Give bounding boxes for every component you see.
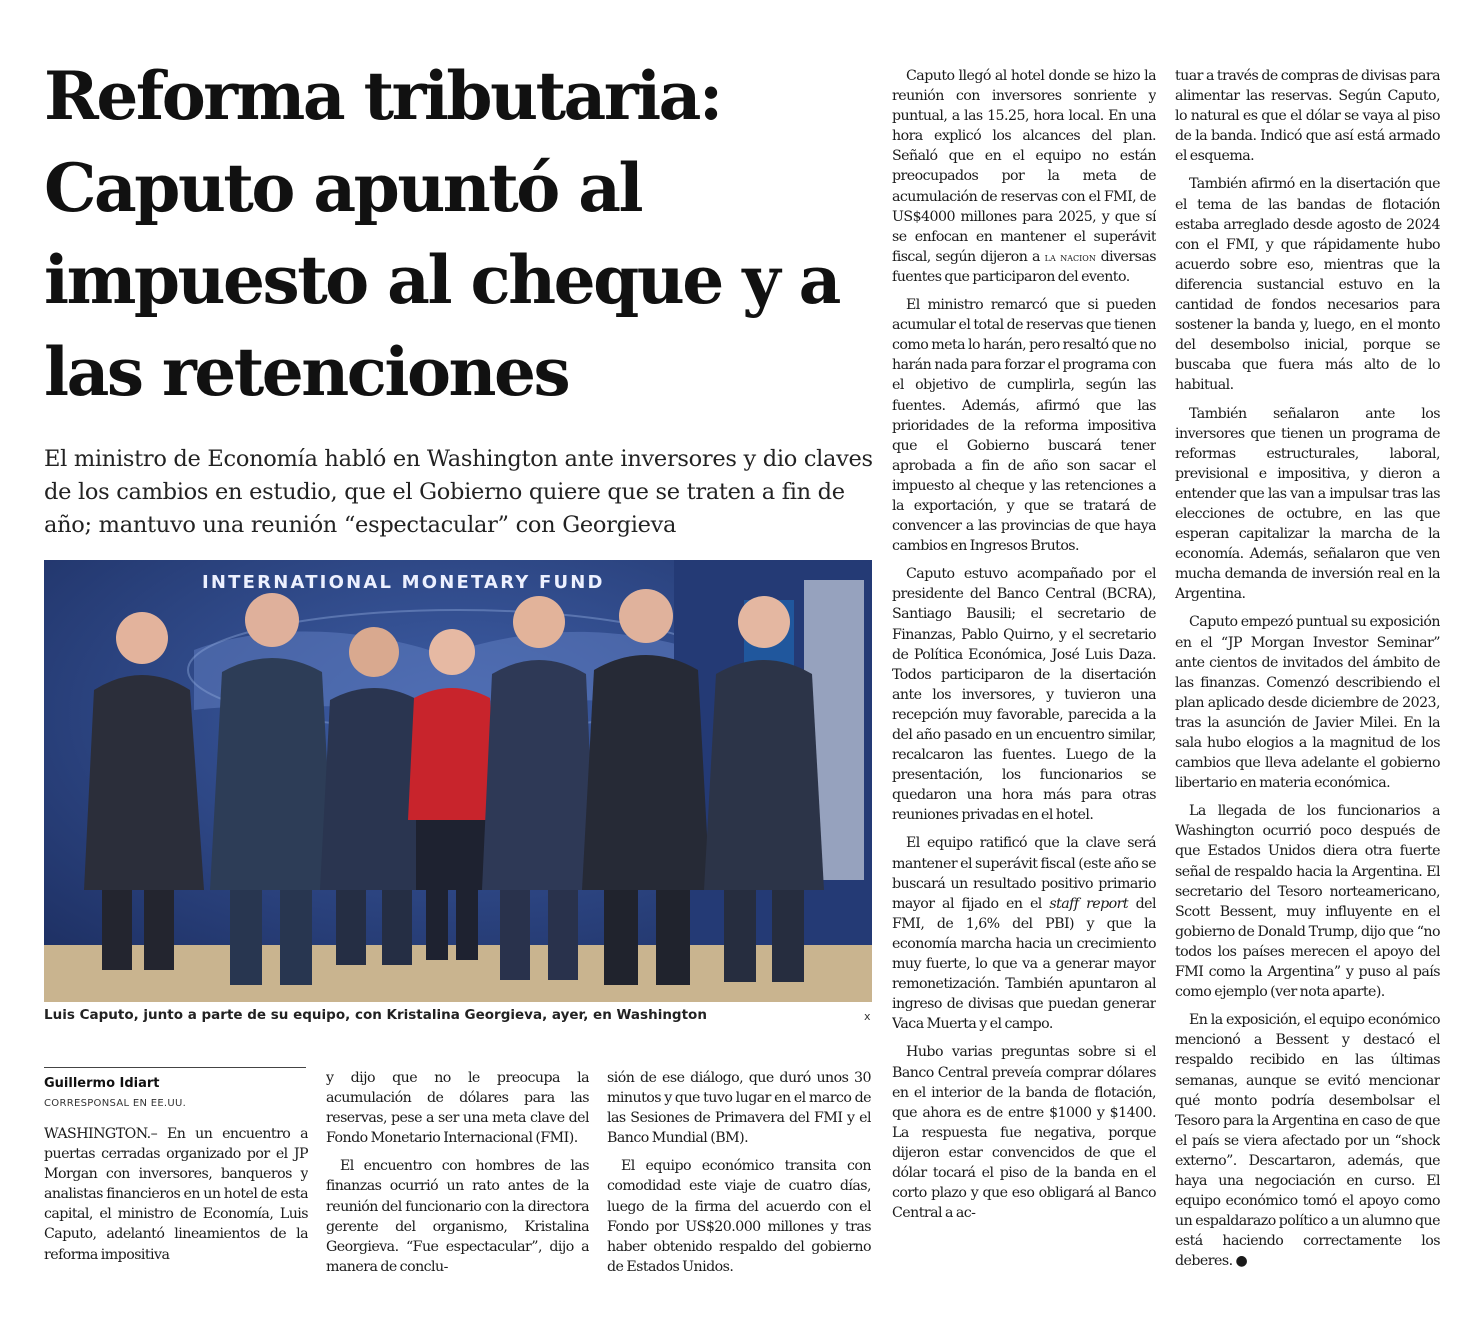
paragraph: El ministro remarcó que si pueden acumular el total de reservas que tienen como meta lo harán, pero resaltó que no harán nada para forzar el programa con el objetivo de cumplirla, según las fuentes. Además, afirmó que las prioridades de la reforma impositiva que el Gobierno buscará tener aprobada a fin de año son sacar el impuesto al cheque y las retenciones a la exportación, y que se tratará de convencer a las provincias de que haya cambios en Ingresos Brutos. bbox=[892, 297, 1156, 555]
byline-rule bbox=[44, 1067, 306, 1068]
article-column-4 bbox=[892, 66, 1156, 1306]
byline-role: CORRESPONSAL EN EE.UU. bbox=[44, 1098, 187, 1109]
article-column-1 bbox=[44, 1124, 308, 1304]
subheadline: El ministro de Economía habló en Washington ante inversores y dio claves de los cambios en estudio, que el Gobierno quiere que se traten a fin de año; mantuvo una reunión “espectacular” con Georgieva bbox=[44, 446, 873, 538]
paragraph: El equipo ratificó que la clave será mantener el superávit fiscal (este año se buscará un resultado positivo primario mayor al fijado en el staff report del FMI, de 1,6% del PBI) y que la economía marcha hacia un crecimiento muy fuerte, lo que va a generar mayor remonetización. También apuntaron al ingreso de divisas que puedan generar Vaca Muerta y el campo. bbox=[892, 835, 1156, 1033]
photo-caption: Luis Caputo, junto a parte de su equipo, con Kristalina Georgieva, ayer, en Washington bbox=[44, 1007, 707, 1023]
article-column-5 bbox=[1175, 66, 1440, 1306]
paragraph: sión de ese diálogo, que duró unos 30 minutos y que tuvo lugar en el marco de las Sesiones de Primavera del FMI y el Banco Mundial (BM). bbox=[607, 1070, 871, 1147]
paragraph: Hubo varias preguntas sobre si el Banco Central preveía comprar dólares en el interior de la banda de flotación, que ahora es de entre $1000 y $1400. La respuesta fue negativa, porque dijeron estar convencidos de que el dólar tocará el piso de la banda en el corto plazo y que eso obligará al Banco Central a ac- bbox=[892, 1044, 1156, 1222]
article-photo bbox=[44, 560, 872, 1002]
paragraph: tuar a través de compras de divisas para alimentar las reservas. Según Caputo, lo natural es que el dólar se vaya al piso de la banda. Indicó que así está armado el esquema. bbox=[1175, 68, 1440, 165]
photo-credit: x bbox=[864, 1010, 871, 1023]
imf-group-photo bbox=[44, 560, 872, 1002]
byline-author: Guillermo Idiart bbox=[44, 1076, 160, 1091]
paragraph: Caputo llegó al hotel donde se hizo la reunión con inversores sonriente y puntual, a las 15.25, hora local. En una hora explicó los alcances del plan. Señaló que en el equipo no están preocupados por la meta de acumulación de reservas con el FMI, de US$4000 millones para 2025, y que sí se enfocan en mantener el superávit fiscal, según dijeron a la nacion diversas fuentes que participaron del evento. bbox=[892, 68, 1156, 285]
imf-banner: INTERNATIONAL MONETARY FUND bbox=[202, 572, 605, 593]
paragraph: Caputo empezó puntual su exposición en el “JP Morgan Investor Seminar” ante cientos de invitados del ámbito de las finanzas. Comenzó describiendo el plan aplicado desde diciembre de 2023, tras la asunción de Javier Milei. En la sala hubo elogios a la magnitud de los cambios que lleva adelante el gobierno libertario en materia económica. bbox=[1175, 614, 1440, 792]
paragraph: Caputo estuvo acompañado por el presidente del Banco Central (BCRA), Santiago Bausili; el secretario de Finanzas, Pablo Quirno, y el secretario de Política Económica, José Luis Daza. Todos participaron de la disertación ante los inversores, y tuvieron una recepción muy favorable, parecida a la del año pasado en un encuentro similar, recalcaron las fuentes. Luego de la presentación, los funcionarios se quedaron una hora más para otras reuniones privadas en el hotel. bbox=[892, 566, 1156, 824]
staff-report-term: staff report bbox=[1049, 895, 1129, 912]
paragraph: y dijo que no le preocupa la acumulación de dólares para las reservas, pese a ser una meta clave del Fondo Monetario Internacional (FMI). bbox=[326, 1070, 589, 1147]
article-column-2 bbox=[326, 1068, 589, 1304]
paragraph: En la exposición, el equipo económico mencionó a Bessent y destacó el respaldo recibido en las últimas semanas, aunque se evitó mencionar qué monto podría desembolsar el Tesoro para la Argentina en caso de que el país se viera afectado por un “shock externo”. Descartaron, además, que haya una negociación en curso. El equipo económico tomó el apoyo como un espaldarazo político a un alumno que está haciendo correctamente los deberes. ● bbox=[1175, 1012, 1440, 1270]
end-mark: ● bbox=[1235, 1253, 1248, 1270]
paragraph: El encuentro con hombres de las finanzas ocurrió un rato antes de la reunión del funcionario con la directora gerente del organismo, Kristalina Georgieva. “Fue espectacular”, dijo a manera de conclu- bbox=[326, 1158, 589, 1275]
paragraph: También afirmó en la disertación que el tema de las bandas de flotación estaba arreglado desde agosto de 2024 con el FMI, y que rápidamente hubo acuerdo sobre eso, mientras que la diferencia sustancial estuvo en la cantidad de fondos necesarios para sostener la banda y, luego, en el monto del desembolso inicial, porque se buscaba que fuera más alto de lo habitual. bbox=[1175, 176, 1440, 394]
paragraph: La llegada de los funcionarios a Washington ocurrió poco después de que Estados Unidos diera otra fuerte señal de respaldo hacia la Argentina. El secretario del Tesoro norteamericano, Scott Bessent, muy influyente en el gobierno de Donald Trump, dijo que “no todos los países merecen el apoyo del FMI como la Argentina” y puso al país como ejemplo (ver nota aparte). bbox=[1175, 803, 1440, 1001]
article-column-3 bbox=[607, 1068, 871, 1304]
headline: Reforma tributaria: Caputo apuntó al impuesto al cheque y a las retenciones bbox=[44, 57, 839, 411]
la-nacion-mention: la nacion bbox=[1044, 249, 1096, 264]
paragraph: El equipo económico transita con comodidad este viaje de cuatro días, luego de la firma del acuerdo con el Fondo por US$20.000 millones y tras haber obtenido respaldo del gobierno de Estados Unidos. bbox=[607, 1158, 871, 1275]
paragraph: También señalaron ante los inversores que tienen un programa de reformas estructurales, laboral, previsional e impositiva, y dieron a entender que las van a impulsar tras las elecciones de octubre, en las que esperan capitalizar la marcha de la economía. Además, señalaron que ven mucha demanda de inversión real en la Argentina. bbox=[1175, 405, 1440, 603]
paragraph: WASHINGTON.– En un encuentro a puertas cerradas organizado por el JP Morgan con inversores, banqueros y analistas financieros en un hotel de esta capital, el ministro de Economía, Luis Caputo, adelantó lineamientos de la reforma impositiva bbox=[44, 1126, 308, 1263]
